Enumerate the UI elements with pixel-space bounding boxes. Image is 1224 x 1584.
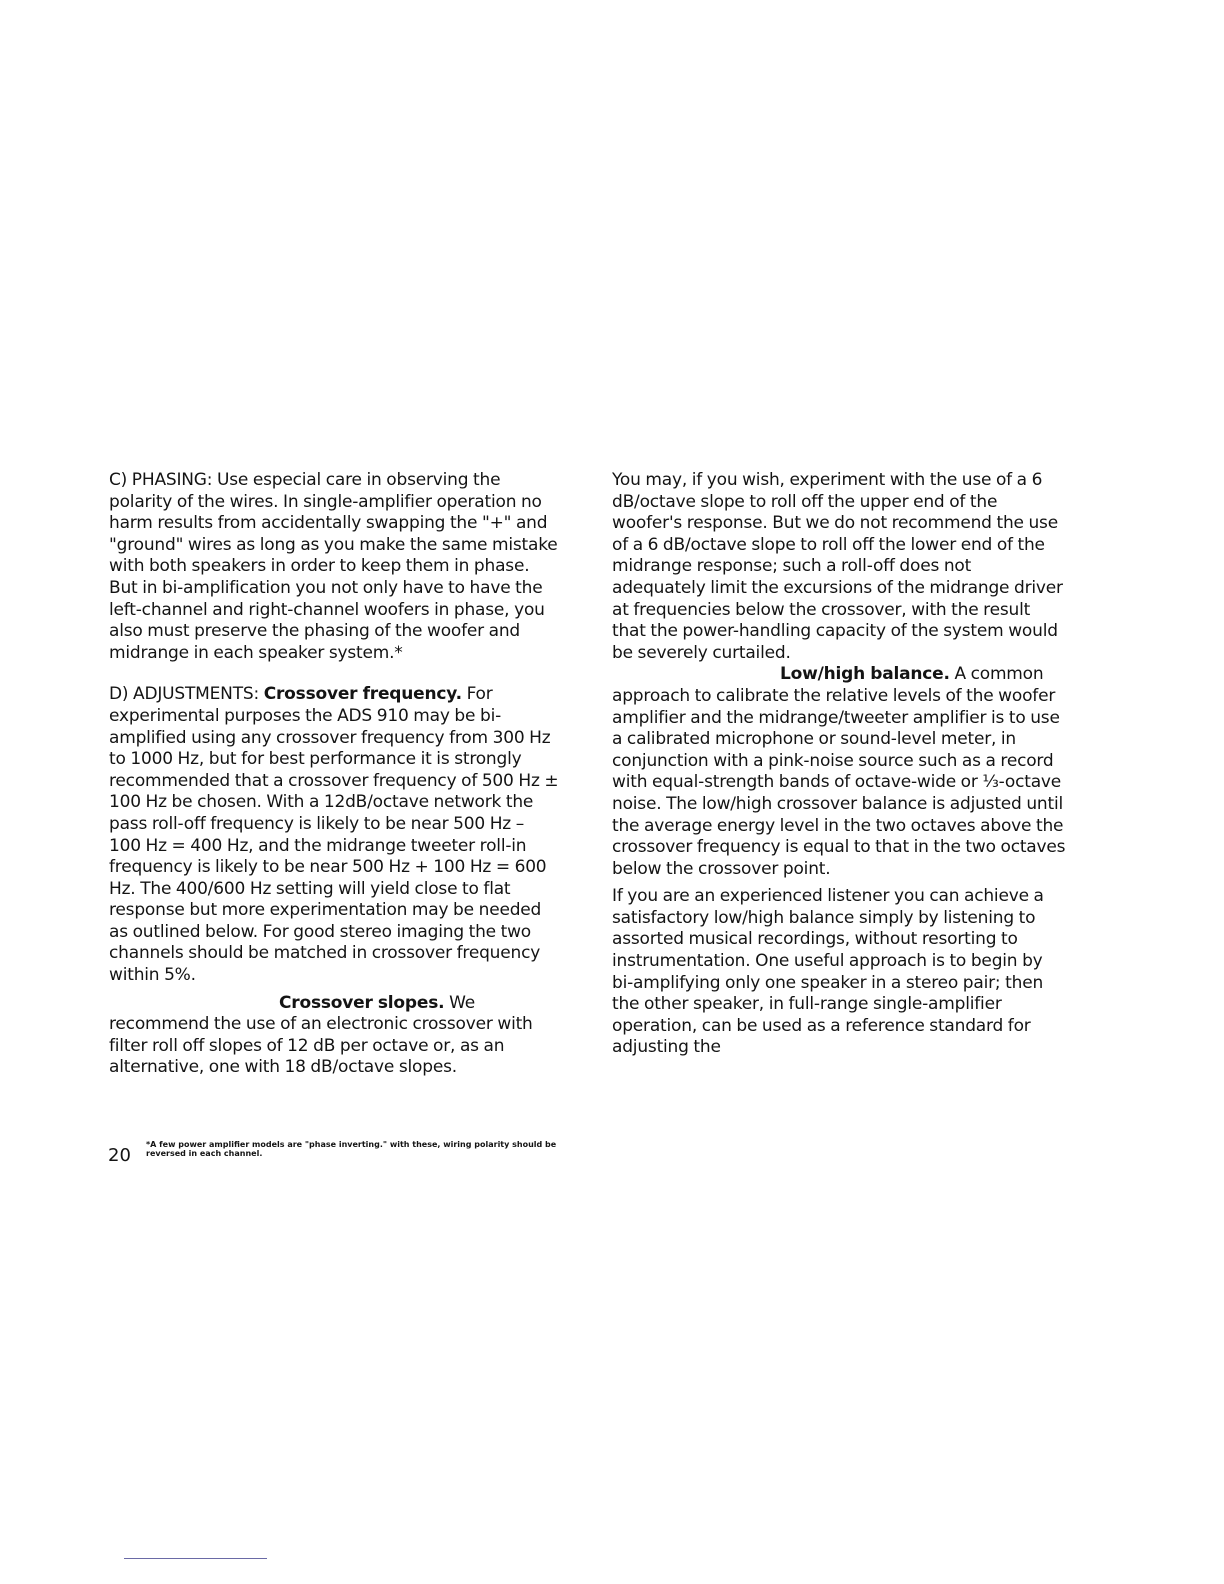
crossover-frequency-text: For experimental purposes the ADS 910 may be bi-amplified using any crossover frequency from 300 Hz to 1000 Hz, but for best performance it is strongly recommended that a crossover frequency of 500 Hz ± 100 Hz be chosen. With a 12dB/octave network the pass roll-off frequency is likely to be near 500 Hz – 100 Hz = 400 Hz, and the midrange tweeter roll-in frequency is likely to be near 500 Hz + 100 Hz = 600 Hz. The 400/600 Hz setting will yield close to flat response but more experimentation may be needed as outlined below. For good stereo imaging the two channels should be matched in crossover frequency within 5%. bbox=[109, 684, 559, 986]
page-number: 20 bbox=[108, 1145, 131, 1166]
footnote: *A few power amplifier models are "phase inverting." with these, wiring polarity should be reversed in each channel. bbox=[146, 1140, 557, 1158]
balance-paragraph bbox=[612, 664, 1068, 880]
adjustments-paragraph bbox=[109, 684, 559, 986]
crossover-slopes-paragraph bbox=[109, 993, 559, 1079]
balance-text: A common approach to calibrate the relative levels of the woofer amplifier and the midrange/tweeter amplifier is to use a calibrated microphone or sound-level meter, in conjunction with a pink-noise source such as a record with equal-strength bands of octave-wide or ⅓-octave noise. The low/high crossover balance is adjusted until the average energy level in the two octaves above the crossover frequency is equal to that in the two octaves below the crossover point. bbox=[612, 664, 1066, 879]
crossover-slopes-heading: Crossover slopes. bbox=[279, 992, 445, 1013]
adjustments-label: D) ADJUSTMENTS: bbox=[109, 684, 264, 705]
balance-heading: Low/high balance. bbox=[780, 664, 950, 685]
left-column bbox=[109, 470, 559, 1079]
crossover-slopes-text: We recommend the use of an electronic crossover with filter roll off slopes of 12 dB per octave or, as an alternative, one with 18 dB/octave slopes. bbox=[109, 992, 533, 1078]
right-column bbox=[612, 470, 1068, 1059]
crossover-frequency-heading: Crossover frequency. bbox=[263, 684, 462, 705]
six-db-paragraph: You may, if you wish, experiment with the use of a 6 dB/octave slope to roll off the upper end of the woofer's response. But we do not recommend the use of a 6 dB/octave slope to roll off the lower end of the midrange response; such a roll-off does not adequately limit the excursions of the midrange driver at frequencies below the crossover, with the result that the power-handling capacity of the system would be severely curtailed. bbox=[612, 470, 1063, 663]
phasing-paragraph: C) PHASING: Use especial care in observing the polarity of the wires. In single-amplifier operation no harm results from accidentally swapping the "+" and "ground" wires as long as you make the same mistake with both speakers in order to keep them in phase. But in bi-amplification you not only have to have the left-channel and right-channel woofers in phase, you also must preserve the phasing of the woofer and midrange in each speaker system.* bbox=[109, 470, 558, 663]
listener-paragraph: If you are an experienced listener you can achieve a satisfactory low/high balance simply by listening to assorted musical recordings, without resorting to instrumentation. One useful approach is to begin by bi-amplifying only one speaker in a stereo pair; then the other speaker, in full-range single-amplifier operation, can be used as a reference standard for adjusting the bbox=[612, 886, 1044, 1058]
bottom-rule bbox=[124, 1558, 267, 1559]
